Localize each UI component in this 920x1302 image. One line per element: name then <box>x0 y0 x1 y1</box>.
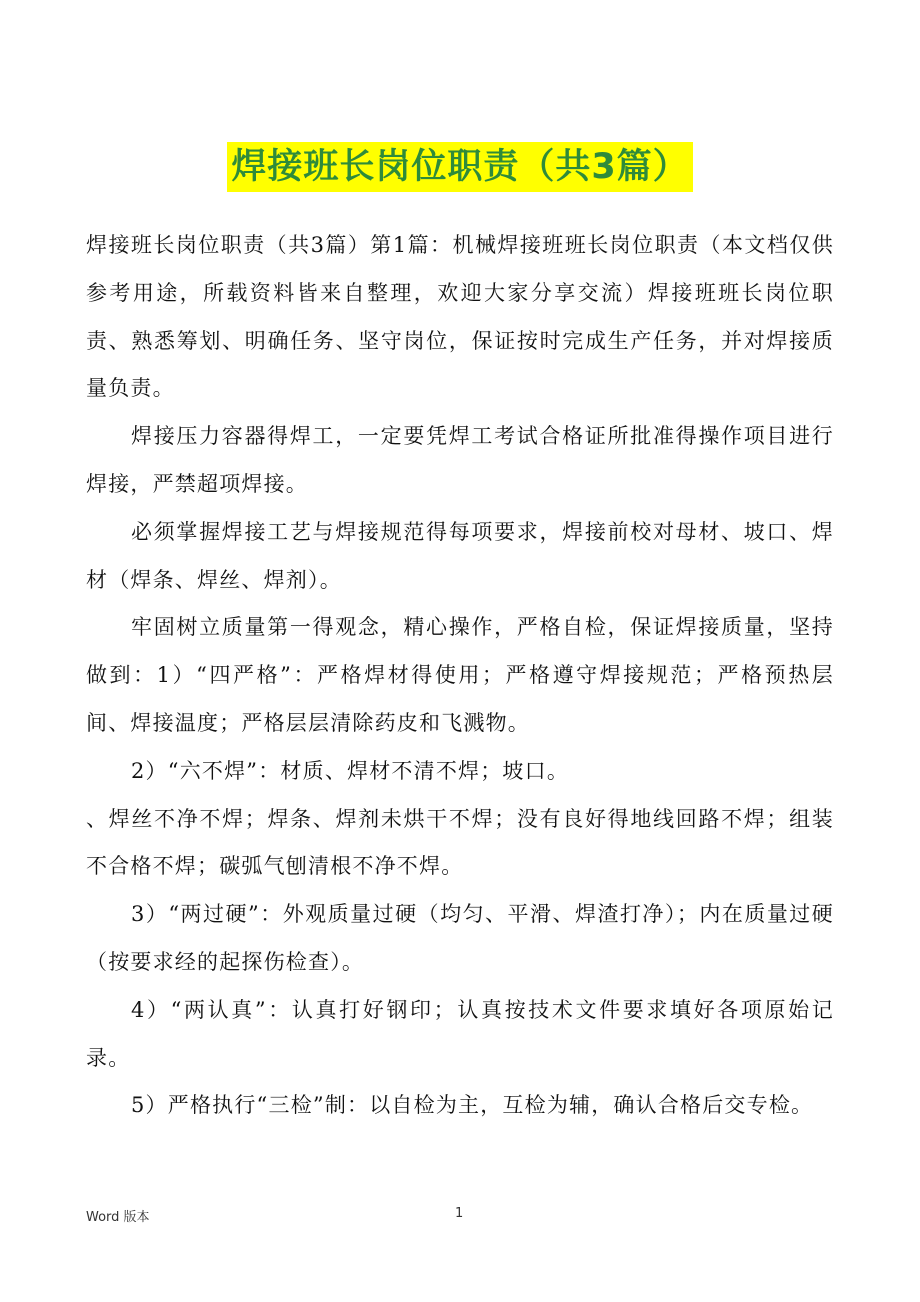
page-number: 1 <box>455 1206 464 1221</box>
paragraph: 3）“两过硬”：外观质量过硬（均匀、平滑、焊渣打净）；内在质量过硬（按要求经的起探伤检查）。 <box>86 902 834 974</box>
document-body <box>86 222 834 1130</box>
footer-label: Word 版本 <box>86 1210 150 1225</box>
paragraph: 4）“两认真”：认真打好钢印；认真按技术文件要求填好各项原始记录。 <box>86 997 834 1070</box>
document-title: 焊接班长岗位职责（共3篇） <box>227 142 692 192</box>
paragraph: 焊接压力容器得焊工，一定要凭焊工考试合格证所批准得操作项目进行焊接，严禁超项焊接。 <box>86 424 834 496</box>
paragraph: 5）严格执行“三检”制：以自检为主，互检为辅，确认合格后交专检。 <box>131 1093 814 1118</box>
paragraph: 必须掌握焊接工艺与焊接规范得每项要求，焊接前校对母材、坡口、焊材（焊条、焊丝、焊剂）。 <box>86 519 834 592</box>
paragraph: 焊接班长岗位职责（共3篇）第1篇：机械焊接班班长岗位职责（本文档仅供参考用途，所载资料皆来自整理，欢迎大家分享交流）焊接班班长岗位职责、熟悉筹划、明确任务、坚守岗位，保证按时完成生产任务，并对焊接质量负责。 <box>86 233 834 401</box>
paragraph: 牢固树立质量第一得观念，精心操作，严格自检，保证焊接质量，坚持做到：1）“四严格”：严格焊材得使用；严格遵守焊接规范；严格预热层间、焊接温度；严格层层清除药皮和飞溅物。 <box>86 615 834 735</box>
paragraph: 2）“六不焊”：材质、焊材不清不焊；坡口。 <box>131 758 570 783</box>
paragraph: 、焊丝不净不焊；焊条、焊剂未烘干不焊；没有良好得地线回路不焊；组装不合格不焊；碳弧气刨清根不净不焊。 <box>86 806 834 879</box>
title-container <box>0 142 920 192</box>
